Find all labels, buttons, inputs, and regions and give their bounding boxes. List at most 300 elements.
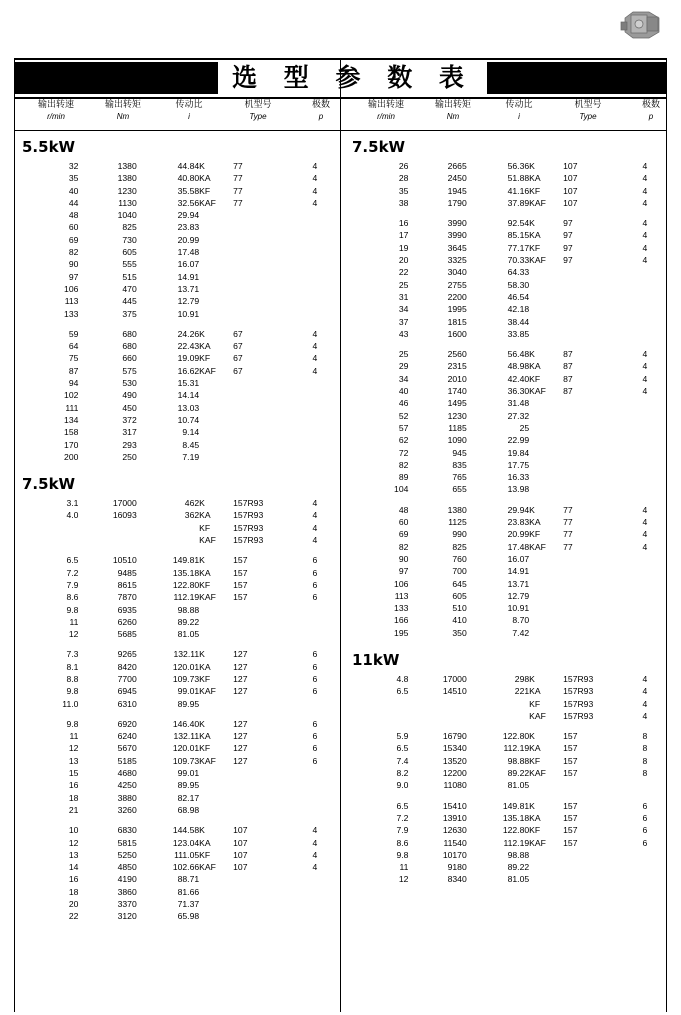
table-row [16,755,334,767]
cell-type [199,628,296,640]
table-row [16,439,334,451]
cell-poles [626,459,664,471]
cell-output-torque: 765 [452,472,467,483]
cell-type: K 77 [199,161,243,171]
table-row [346,266,664,278]
cell-poles: 8 [642,743,648,754]
table-row [16,837,334,849]
cell-output-torque: 3325 [447,255,467,266]
cell-output-torque: 2200 [447,291,467,302]
cell-output-speed: 11.0 [62,698,79,709]
left-table-column [16,134,336,931]
group-spacer [346,340,666,348]
cell-output-speed: 7.2 [66,567,79,578]
cell-output-speed: 13 [68,755,79,766]
table-row [16,567,334,579]
cell-output-torque: 293 [122,439,137,450]
cell-ratio: 42.18 [507,304,530,315]
cell-ratio: 16.07 [507,553,530,564]
cell-poles: 4 [312,328,318,339]
header-poles-left: 极数 p [311,100,330,121]
cell-ratio: 20.99 [177,234,200,245]
cell-type [529,614,626,626]
cell-type: KF 157R93 [529,698,594,709]
cell-output-speed: 4.8 [396,673,409,684]
cell-poles [626,590,664,602]
cell-ratio: 22.43 [177,341,200,352]
cell-output-torque: 5685 [117,629,137,640]
cell-type [199,439,296,451]
cell-poles [296,402,334,414]
table-row [16,779,334,791]
cell-ratio: 58.30 [507,279,530,290]
cell-type [529,397,626,409]
table-row [16,172,334,184]
cell-output-torque: 945 [452,447,467,458]
cell-output-speed: 35 [398,185,409,196]
cell-type: KA 127 [199,661,248,672]
table-row [16,271,334,283]
cell-type [529,565,626,577]
cell-output-speed: 18 [68,886,79,897]
cell-type: KAF 77 [529,541,573,552]
cell-ratio: 120.01 [172,743,200,754]
header-rpm-left: 输出转速 r/min [37,100,74,121]
cell-ratio: 135.18 [172,567,200,578]
cell-output-torque: 16093 [112,510,137,521]
cell-poles: 4 [642,173,648,184]
cell-ratio: 17.48 [507,541,530,552]
cell-type: K 97 [529,218,573,229]
cell-type: KF 157 [529,755,578,766]
cell-type [529,779,626,791]
cell-output-torque: 1380 [447,504,467,515]
cell-ratio: 27.32 [507,410,530,421]
cell-output-speed: 21 [68,804,79,815]
cell-output-torque [78,534,136,546]
cell-output-speed: 7.9 [66,579,79,590]
cell-output-speed: 82 [68,247,79,258]
cell-ratio: 109.73 [172,755,200,766]
table-row [346,197,664,209]
cell-output-speed: 158 [64,427,79,438]
cell-type [529,602,626,614]
cell-output-speed: 195 [394,627,409,638]
cell-output-torque: 6260 [117,616,137,627]
cell-output-speed: 11 [399,862,409,873]
cell-ratio: 144.58 [172,825,200,836]
cell-type: KF 107 [199,849,248,860]
table-row [16,246,334,258]
table-row [16,767,334,779]
table-row [346,348,664,360]
cell-output-speed: 16 [68,874,79,885]
cell-type: KA 157 [529,812,578,823]
cell-poles: 4 [312,862,318,873]
cell-output-torque: 15410 [442,800,467,811]
cell-output-speed: 69 [68,234,79,245]
table-row [346,434,664,446]
cell-poles [626,316,664,328]
cell-poles: 4 [642,242,648,253]
cell-type [199,426,296,438]
cell-type: KF 107 [529,185,578,196]
cell-poles [296,271,334,283]
cell-output-torque: 15340 [442,743,467,754]
cell-output-torque: 1740 [447,386,467,397]
cell-output-speed: 106 [64,283,79,294]
cell-output-speed: 113 [394,590,409,601]
table-row [346,459,664,471]
cell-type: KA 97 [529,230,573,241]
cell-poles: 6 [642,812,648,823]
cell-type: K 87 [529,349,573,360]
cell-output-speed: 8.1 [66,661,79,672]
cell-poles: 4 [312,535,318,546]
cell-output-speed [346,698,408,710]
cell-output-speed: 69 [398,529,409,540]
cell-output-speed: 20 [68,899,79,910]
cell-output-torque: 6945 [117,686,137,697]
cell-output-speed: 9.8 [66,718,79,729]
cell-poles: 4 [642,686,648,697]
cell-poles [296,886,334,898]
cell-ratio: 10.91 [177,308,200,319]
cell-output-torque: 10170 [442,849,467,860]
cell-poles: 4 [312,510,318,521]
cell-output-torque: 2560 [447,349,467,360]
table-row [16,698,334,710]
cell-output-torque: 655 [452,484,467,495]
cell-output-speed: 52 [398,410,409,421]
table-row [346,800,664,812]
cell-type: K 107 [199,825,248,836]
cell-output-torque: 9265 [117,649,137,660]
table-row [16,522,334,534]
cell-output-speed: 15 [68,768,79,779]
cell-ratio: 123.04 [172,837,200,848]
cell-type: KAF 77 [199,197,243,208]
cell-output-torque: 6920 [117,718,137,729]
cell-output-torque: 12630 [442,825,467,836]
cell-type [199,234,296,246]
group-spacer [16,640,336,648]
table-row [16,402,334,414]
cell-output-torque: 5815 [117,837,137,848]
cell-poles: 6 [312,718,318,729]
cell-output-torque: 3860 [117,886,137,897]
cell-ratio: 56.36 [507,161,530,171]
table-row [16,554,334,566]
cell-output-speed: 12 [398,874,409,885]
cell-poles: 4 [642,673,648,684]
cell-output-torque: 2010 [447,373,467,384]
cell-ratio [137,522,199,534]
cell-ratio: 99.01 [177,768,200,779]
cell-output-speed: 12 [68,743,79,754]
cell-type: KAF 127 [199,755,248,766]
cell-ratio: 14.91 [507,566,530,577]
cell-ratio: 51.88 [507,173,530,184]
cell-poles: 4 [642,230,648,241]
cell-poles: 6 [312,649,318,660]
table-row [16,604,334,616]
cell-ratio: 10.91 [507,603,530,614]
cell-poles [296,698,334,710]
cell-output-torque [408,710,466,722]
group-spacer [346,639,666,647]
cell-output-speed: 7.3 [66,649,79,660]
cell-poles [296,258,334,270]
cell-poles [296,792,334,804]
cell-output-torque: 825 [122,222,137,233]
cell-type: K 157 [529,731,578,742]
cell-output-torque: 317 [122,427,137,438]
cell-ratio: 46.54 [507,291,530,302]
cell-type: KA 77 [199,173,243,184]
cell-poles: 4 [312,173,318,184]
cell-output-speed: 13 [68,849,79,860]
table-row [16,509,334,521]
cell-ratio: 221 [514,686,530,697]
table-row [346,730,664,742]
cell-output-speed: 97 [68,271,79,282]
cell-type [529,861,626,873]
table-row [16,185,334,197]
spec-table [346,673,664,722]
table-row [16,451,334,463]
cell-type [199,886,296,898]
table-row [16,742,334,754]
cell-ratio: 37.89 [507,197,530,208]
cell-poles: 4 [312,197,318,208]
cell-output-speed: 9.8 [396,849,409,860]
table-row [346,328,664,340]
table-row [346,541,664,553]
cell-output-torque: 1945 [447,185,467,196]
cell-output-torque: 990 [452,529,467,540]
cell-output-speed: 82 [398,541,409,552]
cell-output-speed: 11 [69,731,79,742]
cell-type [529,291,626,303]
cell-poles [626,279,664,291]
cell-type [199,873,296,885]
cell-poles: 4 [642,386,648,397]
table-row [16,234,334,246]
cell-ratio: 22.99 [507,435,530,446]
cell-ratio: 149.81 [502,800,530,811]
cell-ratio: 16.62 [177,365,200,376]
cell-output-torque [78,522,136,534]
group-spacer [16,923,336,931]
group-spacer [346,722,666,730]
cell-poles: 6 [642,825,648,836]
table-row [346,824,664,836]
cell-output-torque: 1815 [447,316,467,327]
table-row [16,804,334,816]
cell-output-torque: 1185 [448,422,467,433]
cell-type [529,483,626,495]
cell-type: KF 157 [529,825,578,836]
cell-output-torque: 3040 [447,267,467,278]
table-row [16,534,334,546]
cell-output-torque: 4680 [117,768,137,779]
cell-poles [296,604,334,616]
spec-table [346,217,664,340]
spec-table [16,160,334,320]
cell-output-torque: 14510 [442,686,467,697]
cell-ratio: 13.03 [177,402,200,413]
cell-ratio: 132.11 [173,731,200,742]
cell-output-torque: 1230 [447,410,467,421]
cell-output-torque: 410 [452,615,467,626]
cell-output-speed: 10 [68,825,79,836]
cell-ratio: 32.56 [177,197,200,208]
cell-output-torque: 3880 [117,792,137,803]
cell-type [529,447,626,459]
cell-output-speed: 8.6 [66,592,79,603]
spec-table [16,648,334,709]
cell-type [199,271,296,283]
table-row [16,886,334,898]
cell-poles: 6 [312,673,318,684]
cell-output-torque: 6935 [117,604,137,615]
cell-ratio: 82.17 [177,792,200,803]
cell-poles [626,849,664,861]
cell-type: KA 107 [199,837,248,848]
table-row [346,837,664,849]
cell-poles: 4 [312,825,318,836]
cell-ratio: 23.83 [177,222,200,233]
cell-poles [296,308,334,320]
cell-ratio: 362 [184,510,200,521]
header-poles-right: 极数 p [641,100,660,121]
cell-poles: 4 [642,504,648,515]
cell-ratio: 40.80 [177,173,200,184]
cell-type [529,873,626,885]
cell-ratio: 16.33 [507,472,530,483]
cell-poles: 6 [312,579,318,590]
table-row [346,578,664,590]
cell-ratio: 85.15 [507,230,530,241]
cell-ratio: 99.01 [177,686,200,697]
cell-type [529,279,626,291]
cell-poles: 8 [642,768,648,779]
cell-ratio: 7.19 [182,451,200,462]
cell-output-torque: 530 [122,378,137,389]
cell-type [199,767,296,779]
table-row [16,197,334,209]
cell-output-speed: 5.9 [396,731,409,742]
cell-poles: 4 [642,361,648,372]
cell-poles [626,565,664,577]
cell-output-speed: 97 [398,566,409,577]
cell-output-torque: 5185 [117,755,137,766]
table-row [346,385,664,397]
spec-table [346,730,664,791]
table-row [16,283,334,295]
cell-output-torque: 2665 [447,161,467,171]
table-row [346,849,664,861]
cell-output-torque: 17000 [112,498,137,509]
cell-output-torque: 1125 [448,517,467,528]
cell-poles [296,439,334,451]
spec-table [16,497,334,546]
cell-output-torque: 1040 [117,210,137,221]
cell-poles [626,614,664,626]
cell-output-torque: 7870 [117,592,137,603]
cell-poles: 4 [312,365,318,376]
table-row [16,673,334,685]
cell-output-speed: 82 [398,459,409,470]
cell-type: KAF 157R93 [529,710,594,721]
cell-poles: 4 [312,849,318,860]
cell-poles [296,426,334,438]
cell-ratio: 120.01 [172,661,200,672]
cell-type [199,402,296,414]
cell-output-speed: 16 [398,218,409,229]
title-bar-left [14,62,218,94]
table-row [16,579,334,591]
cell-poles: 4 [642,529,648,540]
power-rating-heading: 5.5kW [22,138,76,156]
spec-table [16,554,334,640]
cell-output-torque: 1230 [117,185,137,196]
cell-output-speed: 134 [64,414,79,425]
table-row [16,792,334,804]
cell-output-speed: 25 [398,279,409,290]
cell-poles [296,283,334,295]
cell-type: KA 87 [529,361,573,372]
cell-ratio: 56.48 [507,349,530,360]
cell-poles [626,422,664,434]
cell-output-speed: 87 [68,365,79,376]
cell-ratio: 16.07 [177,259,200,270]
cell-poles: 4 [642,197,648,208]
table-row [346,873,664,885]
cell-output-speed: 40 [68,185,79,196]
cell-ratio [137,534,199,546]
cell-output-torque: 605 [122,247,137,258]
cell-output-torque: 5670 [117,743,137,754]
cell-type: KF 127 [199,743,248,754]
table-row [346,279,664,291]
cell-type: KA 77 [529,517,573,528]
cell-ratio: 149.81 [172,555,200,566]
cell-output-torque: 680 [122,328,137,339]
cell-poles [296,910,334,922]
cell-output-torque: 4250 [117,780,137,791]
cell-poles: 4 [642,255,648,266]
cell-output-torque: 6240 [117,731,137,742]
cell-type: KA 107 [529,173,578,184]
cell-ratio: 112.19 [503,743,530,754]
cell-output-torque: 825 [452,541,467,552]
cell-type [529,459,626,471]
table-row [346,447,664,459]
cell-output-torque: 1130 [118,197,137,208]
frame-right [666,60,667,1012]
cell-output-torque: 1090 [447,435,467,446]
cell-output-speed: 31 [398,291,409,302]
header-type-left: 机型号 Type [244,100,272,121]
cell-output-speed: 43 [398,328,409,339]
cell-type [199,616,296,628]
cell-output-speed: 94 [68,378,79,389]
table-row [346,217,664,229]
cell-ratio: 29.94 [507,504,530,515]
cell-output-speed: 113 [64,296,79,307]
